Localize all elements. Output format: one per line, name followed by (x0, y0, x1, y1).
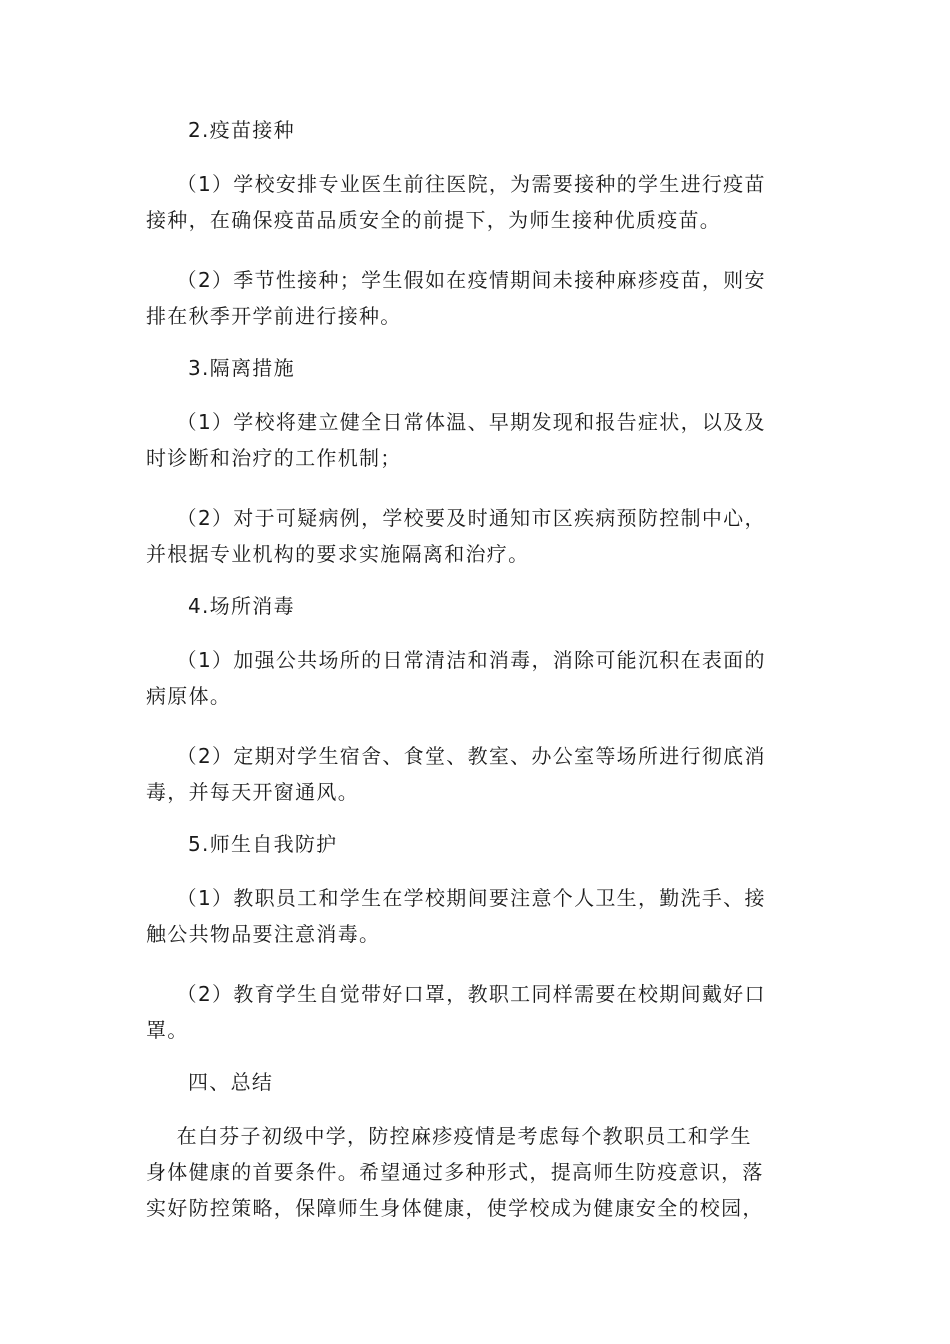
paragraph-line: 实好防控策略，保障师生身体健康，使学校成为健康安全的校园， (146, 1196, 764, 1220)
paragraph-vaccination-1 (146, 166, 806, 238)
section-heading-summary: 四、总结 (188, 1070, 274, 1094)
paragraph-line: 身体健康的首要条件。希望通过多种形式，提高师生防疫意识，落 (146, 1160, 764, 1184)
paragraph-line: 触公共物品要注意消毒。 (146, 922, 381, 946)
paragraph-line: 罩。 (146, 1018, 189, 1042)
paragraph-line: （1）教职员工和学生在学校期间要注意个人卫生，勤洗手、接 (146, 886, 766, 910)
paragraph-line: 毒，并每天开窗通风。 (146, 780, 359, 804)
paragraph-disinfection-1 (146, 642, 806, 714)
section-heading-self-protection: 5.师生自我防护 (188, 832, 338, 856)
paragraph-line: （2）季节性接种；学生假如在疫情期间未接种麻疹疫苗，则安 (146, 268, 766, 292)
paragraph-line: （1）加强公共场所的日常清洁和消毒，消除可能沉积在表面的 (146, 648, 766, 672)
section-heading-isolation: 3.隔离措施 (188, 356, 295, 380)
paragraph-line: （2）对于可疑病例，学校要及时通知市区疾病预防控制中心， (146, 506, 766, 530)
paragraph-line: （2）定期对学生宿舍、食堂、教室、办公室等场所进行彻底消 (146, 744, 766, 768)
paragraph-line: 排在秋季开学前进行接种。 (146, 304, 402, 328)
paragraph-isolation-1 (146, 404, 806, 476)
paragraph-line: （2）教育学生自觉带好口罩，教职工同样需要在校期间戴好口 (146, 982, 766, 1006)
paragraph-line: （1）学校将建立健全日常体温、早期发现和报告症状，以及及 (146, 410, 766, 434)
paragraph-self-protection-1 (146, 880, 806, 952)
paragraph-line: 病原体。 (146, 684, 232, 708)
paragraph-line: 接种，在确保疫苗品质安全的前提下，为师生接种优质疫苗。 (146, 208, 722, 232)
paragraph-self-protection-2 (146, 976, 806, 1048)
paragraph-line: （1）学校安排专业医生前往医院，为需要接种的学生进行疫苗 (146, 172, 766, 196)
paragraph-line: 在白芬子初级中学，防控麻疹疫情是考虑每个教职员工和学生 (146, 1124, 752, 1148)
paragraph-vaccination-2 (146, 262, 806, 334)
paragraph-isolation-2 (146, 500, 806, 572)
section-heading-disinfection: 4.场所消毒 (188, 594, 295, 618)
paragraph-summary (146, 1118, 806, 1226)
paragraph-line: 时诊断和治疗的工作机制； (146, 446, 402, 470)
paragraph-line: 并根据专业机构的要求实施隔离和治疗。 (146, 542, 530, 566)
paragraph-disinfection-2 (146, 738, 806, 810)
section-heading-vaccination: 2.疫苗接种 (188, 118, 295, 142)
